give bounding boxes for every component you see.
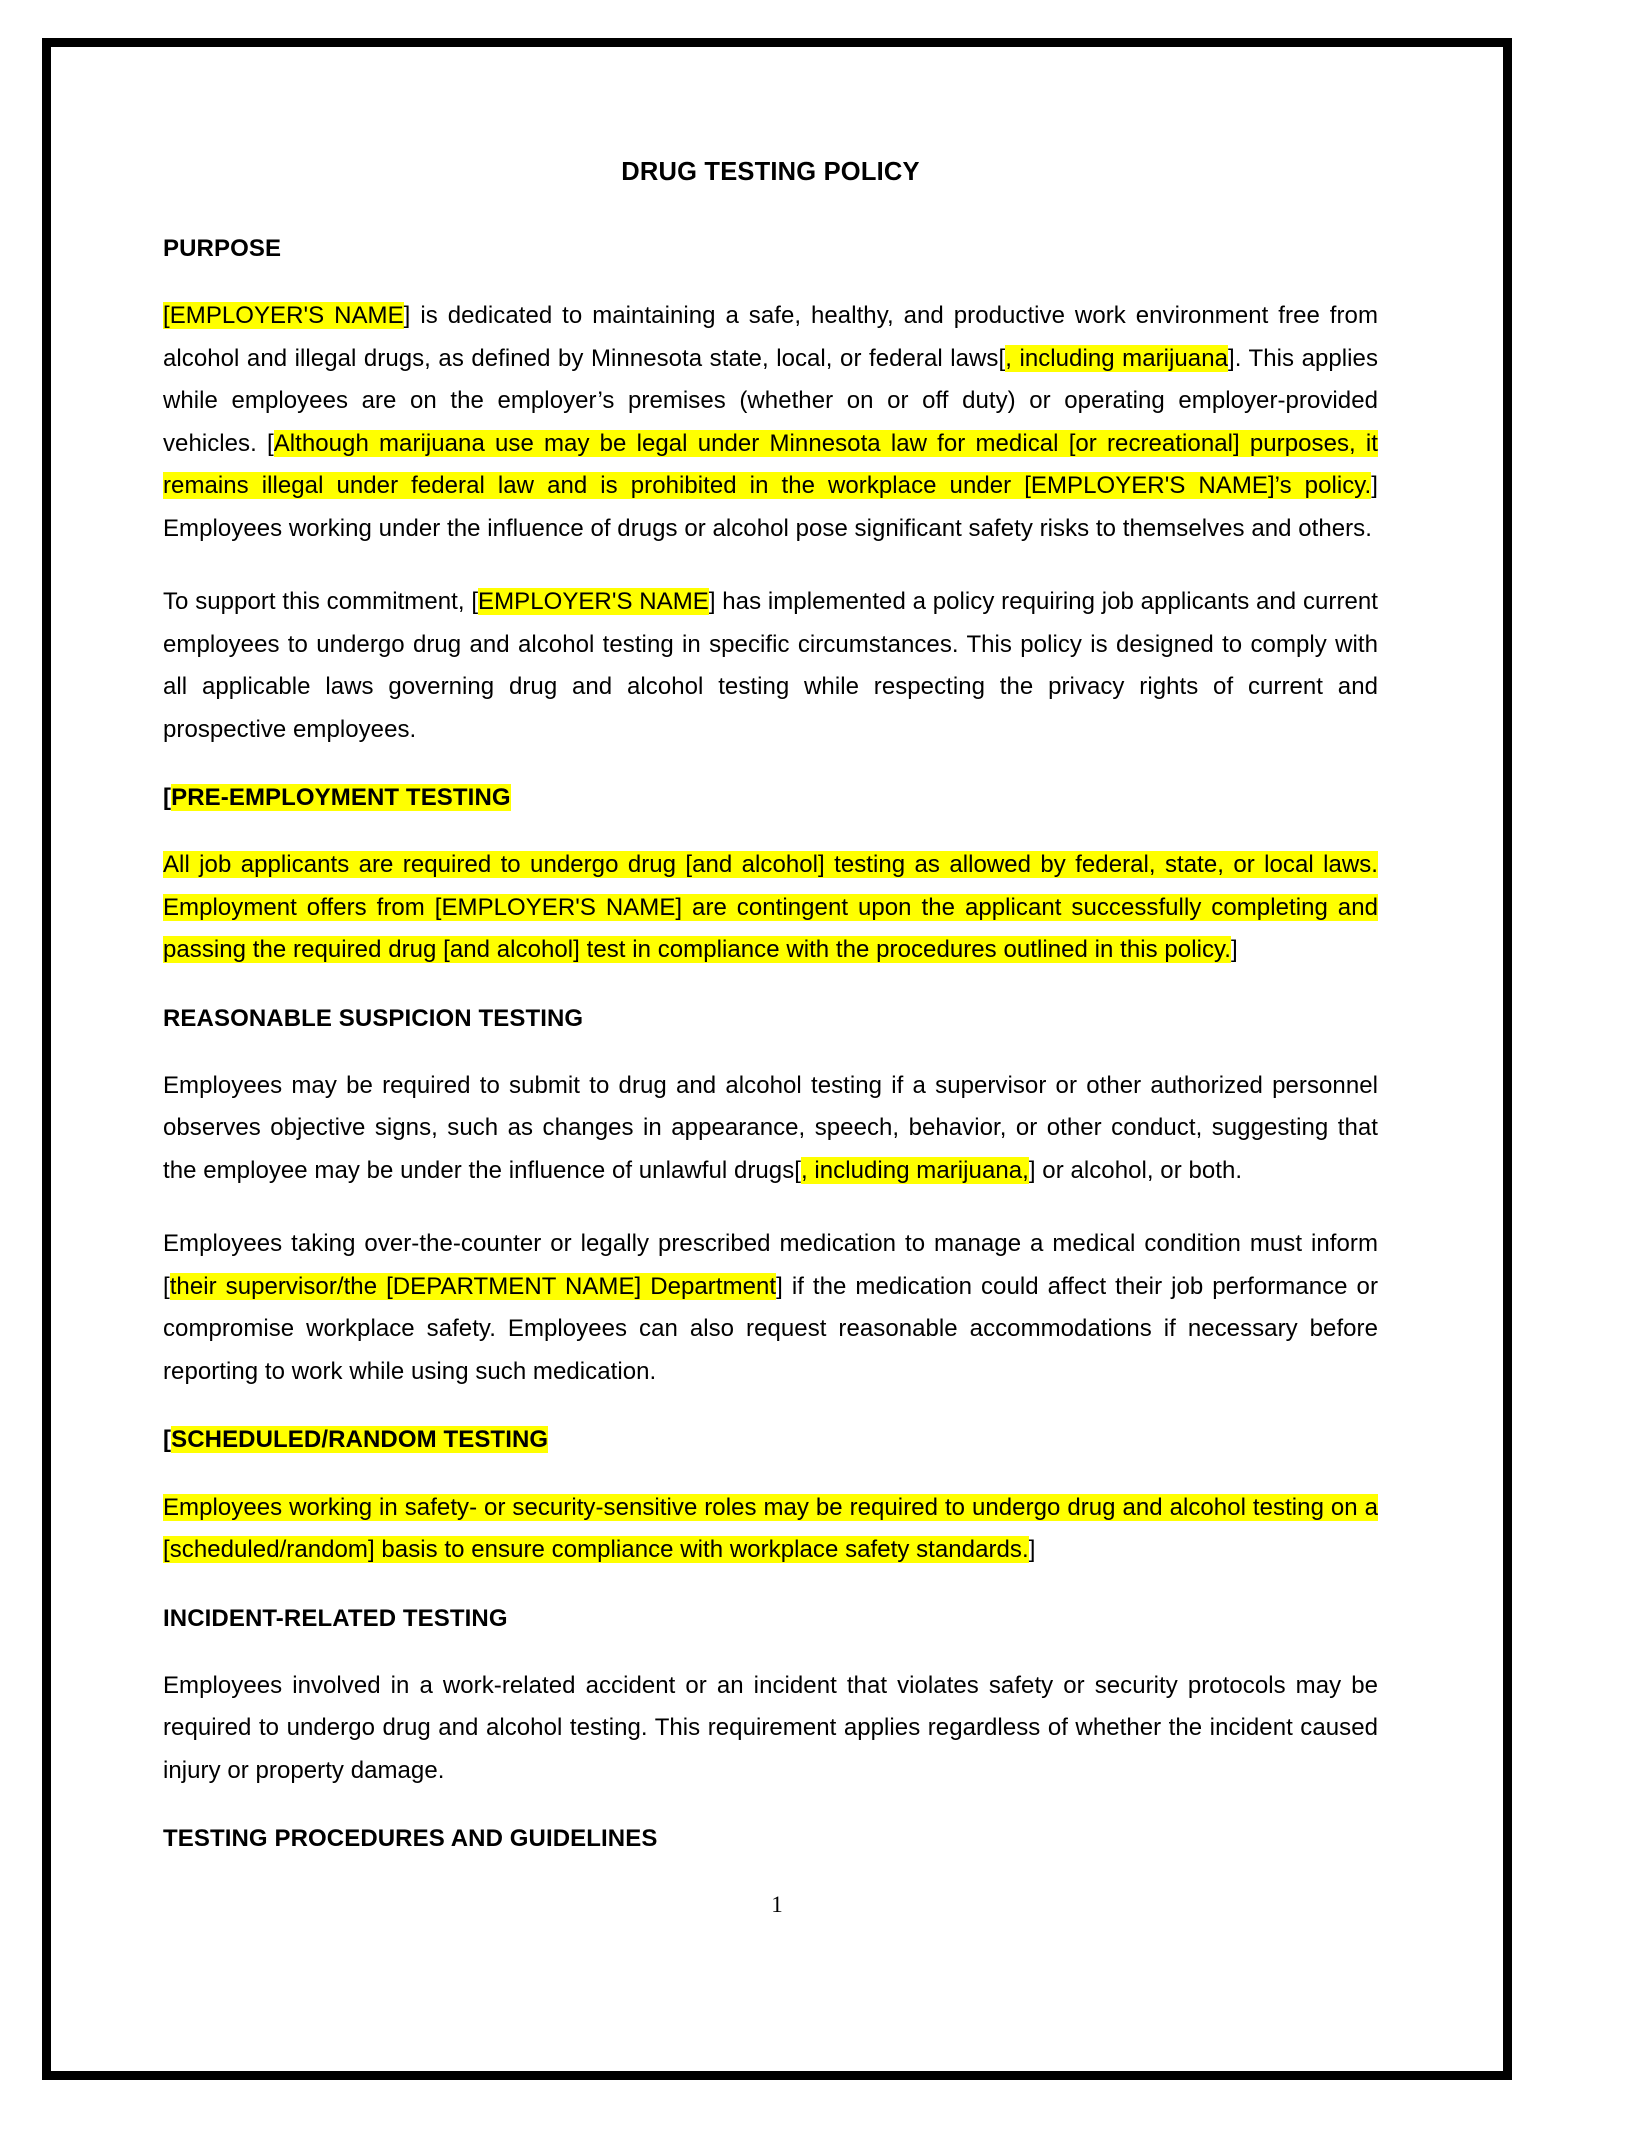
highlight-including-marijuana: , including marijuana [1005, 344, 1228, 372]
paragraph-reasonable-suspicion-1 [163, 1065, 1378, 1193]
purpose-p2-text-3: ] has implemented a policy requiring job applicants and current employees to undergo drug and alcohol testing in specific circumstances. This policy is designed to comply with all applicable laws governing drug and alcohol testing while respecting the privacy rights of current and prospective employees. [163, 588, 1379, 743]
reasonable-suspicion-p1-text-1: Employees may be required to submit to drug and alcohol testing if a supervisor or other authorized personnel observes objective signs, such as changes in appearance, speech, behavior, or other conduct, suggesting that the employee may be under the influence of unlawful drugs[ [163, 1071, 1378, 1184]
paragraph-incident-related-1: Employees involved in a work-related accident or an incident that violates safety or security protocols may be required to undergo drug and alcohol testing. This requirement applies regardless of whether the incident caused injury or property damage. [163, 1671, 1378, 1784]
highlight-including-marijuana-2: , including marijuana, [800, 1156, 1029, 1184]
paragraph-reasonable-suspicion-2 [163, 1223, 1378, 1393]
highlight-heading-scheduled-random: SCHEDULED/RANDOM TESTING [171, 1426, 549, 1454]
heading-pre-employment-testing [163, 782, 1378, 813]
highlight-heading-pre-employment: PRE-EMPLOYMENT TESTING [171, 784, 511, 812]
heading-bracket-open-pre-employment: [ [163, 784, 172, 812]
purpose-p1-text-4: ]. This applies while employees are on the employer’s premises (whether on or off duty) or operating employer-provided vehicles. [ [163, 344, 1378, 457]
heading-bracket-open-scheduled-random: [ [163, 1426, 172, 1454]
paragraph-purpose-2 [163, 581, 1378, 751]
purpose-p1-text-2: ] is dedicated to maintaining a safe, healthy, and productive work environment free from alcohol and illegal drugs, as defined by Minnesota state, local, or federal laws[ [163, 302, 1378, 372]
purpose-p2-text-1: To support this commitment, [ [163, 588, 479, 616]
highlight-scheduled-random-body: Employees working in safety- or security-sensitive roles may be required to undergo drug and alcohol testing on a [scheduled/random] basis to ensure compliance with workplace safety standards. [163, 1493, 1378, 1564]
highlight-supervisor-department: their supervisor/the [DEPARTMENT NAME] Department [169, 1272, 777, 1300]
document-page [42, 38, 1512, 2080]
highlight-marijuana-federal-clause: Although marijuana use may be legal under Minnesota law for medical [or recreational] purposes, it remains illegal under federal law and is prohibited in the workplace under [EMPLOYER'S NAME]’s policy. [163, 429, 1378, 500]
reasonable-suspicion-p1-text-3: ] or alcohol, or both. [1028, 1156, 1243, 1184]
page-inner [51, 47, 1503, 2071]
heading-testing-procedures-and-guidelines: TESTING PROCEDURES AND GUIDELINES [163, 1825, 658, 1853]
heading-purpose: PURPOSE [163, 234, 282, 262]
purpose-p1-text-6: ] Employees working under the influence of drugs or alcohol pose significant safety risks to themselves and others. [163, 472, 1378, 542]
heading-incident-related-testing: INCIDENT-RELATED TESTING [163, 1604, 508, 1632]
reasonable-suspicion-p2-text-3: ] if the medication could affect their job performance or compromise workplace safety. Employees can also request reasonable accommodations if necessary before reporting to work while using such medication. [163, 1272, 1378, 1385]
highlight-pre-employment-body: All job applicants are required to undergo drug [and alcohol] testing as allowed by federal, state, or local laws. Employment offers from [EMPLOYER'S NAME] are contingent upon the applicant successfully completing and passing the required drug [and alcohol] test in compliance with the procedures outlined in this policy. [163, 851, 1378, 964]
reasonable-suspicion-p2-text-1: Employees taking over-the-counter or legally prescribed medication to manage a medical condition must inform [ [163, 1230, 1378, 1300]
heading-reasonable-suspicion-testing: REASONABLE SUSPICION TESTING [163, 1004, 584, 1032]
pre-employment-bracket-close: ] [1231, 936, 1238, 964]
highlight-employer-name-1: [EMPLOYER'S NAME [163, 302, 404, 330]
page-number: 1 [771, 1892, 783, 1917]
paragraph-scheduled-random-1 [163, 1487, 1378, 1572]
paragraph-purpose-1 [163, 295, 1378, 550]
heading-scheduled-random-testing [163, 1424, 1378, 1455]
paragraph-pre-employment-1 [163, 844, 1378, 972]
page-title: DRUG TESTING POLICY [621, 158, 920, 186]
document-content [163, 157, 1378, 1886]
highlight-employer-name-2: EMPLOYER'S NAME [478, 588, 709, 616]
scheduled-random-bracket-close: ] [1028, 1536, 1036, 1564]
